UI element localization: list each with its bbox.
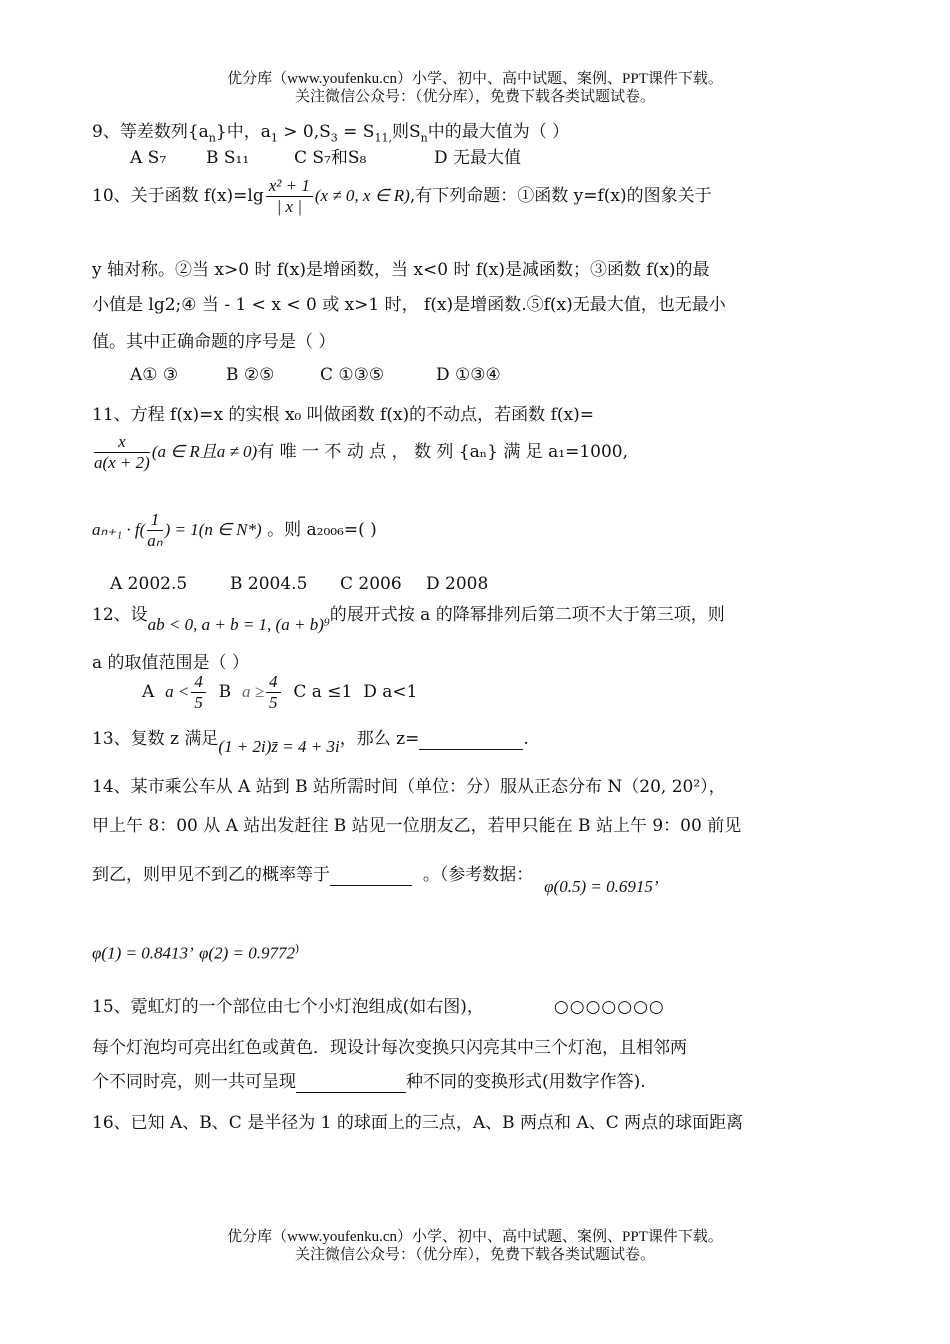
bulb-row: ○○○○○○○ [553,997,665,1017]
q9-option-b: B S₁₁ [206,148,250,168]
question-10-line-4: 值。其中正确命题的序号是（ ） [92,332,336,352]
q11-option-b: B 2004.5 [230,574,308,594]
q10-option-a: A① ③ [130,365,179,385]
q12-option-b: B a ≥ $\frac{4}{5}$ [219,672,283,713]
header-line-1: 优分库（www.youfenku.cn）小学、初中、高中试题、案例、PPT课件下载。 [227,71,723,87]
question-16-line-1: 16、已知 A、B、C 是半径为 1 的球面上的三点，A、B 两点和 A、C 两点的球面距离 [92,1113,744,1133]
question-14-line-3: 到乙，则甲见不到乙的概率等于 。（参考数据： φ(0.5) = 0.6915’ [92,865,659,896]
question-12-line-2: a 的取值范围是（ ） [92,653,249,673]
footer-line-2: 关注微信公众号：（优分库），免费下载各类试题试卷。 [294,1247,655,1263]
question-11-options [110,574,488,594]
q12-option-a: A a < $\frac{4}{5}$ [142,672,208,713]
question-15-line-2: 每个灯泡均可亮出红色或黄色．现设计每次变换只闪亮其中三个灯泡，且相邻两 [92,1038,687,1058]
q11-option-d: D 2008 [426,574,489,594]
q10-fraction: $\frac{\text{x² + 1}}{| x |}$ [266,176,313,217]
q9-option-a: A S₇ [130,148,167,168]
q13-answer-blank [419,729,523,750]
question-14-line-2: 甲上午 8：00 从 A 站出发赶往 B 站见一位朋友乙，若甲只能在 B 站上午 9：00 前见 [92,816,742,836]
page-footer [0,1228,950,1264]
question-13: 13、复数 z 满足(1 + 2i)z̄ = 4 + 3i，那么 z= . [92,729,529,756]
page-header [0,70,950,106]
q14-answer-blank [330,865,412,886]
question-10-line-3: 小值是 lg2;④ 当 - 1 < x < 0 或 x>1 时， f(x)是增函数.⑤f(x)无最大值，也无最小 [92,295,726,315]
header-line-2: 关注微信公众号：（优分库），免费下载各类试题试卷。 [294,89,655,105]
question-10-line-1: 10、关于函数 f(x)=lg $\frac{\text{x² + 1}}{| x |}$ (x ≠ 0, x ∈ R),有下列命题：①函数 y=f(x)的图象关于 [92,176,712,216]
question-11-line-1: 11、方程 f(x)=x 的实根 x₀ 叫做函数 f(x)的不动点，若函数 f(x)= [92,405,594,425]
question-10-options [130,365,501,385]
question-9: 9、等差数列$\{a_n\}$中，$a_1 > 0,S_3 = S_{11,}$则$S_n$中的最大值为（ ） [92,122,570,145]
question-9-options [130,143,521,168]
question-11-line-2: $\frac{x}{a(x + 2)}$ (a ∈ R且a ≠ 0)有 唯 一 不 动 点 ， 数 列 {aₙ} 满 足 a₁=1000, [94,432,629,472]
q10-option-c: C ①③⑤ [320,365,385,385]
question-12-options [142,672,417,713]
question-10-line-2: y 轴对称。②当 x>0 时 f(x)是增函数，当 x<0 时 f(x)是减函数；③函数 f(x)的最 [92,260,710,280]
footer-line-1: 优分库（www.youfenku.cn）小学、初中、高中试题、案例、PPT课件下载。 [227,1229,723,1245]
q9-option-c: C S₇和S₈ [294,148,367,168]
question-15-line-3: 个不同时亮，则一共可呈现 种不同的变换形式(用数字作答). [92,1072,646,1092]
question-11-line-3: aₙ₊₁ · f( $\frac{1}{\text{aₙ}}$ ) = 1(n ∈ N*) 。则 a₂₀₀₆=( ) [92,510,377,550]
question-15-line-1: 15、霓虹灯的一个部位由七个小灯泡组成(如右图)， ○○○○○○○ [92,997,665,1017]
question-12-line-1: 12、设ab < 0, a + b = 1, (a + b)⁹的展开式按 a 的降幂排列后第二项不大于第三项，则 [92,605,725,634]
question-14-line-4: φ(1) = 0.8413’ φ(2) = 0.9772) [92,942,300,963]
q11-option-c: C 2006 [340,574,402,594]
q9-option-d: D 无最大值 [434,148,522,168]
q11-recurrence-fraction: $\frac{1}{\text{aₙ}}$ [147,510,163,550]
q12-option-c: C a ≤1 [293,682,353,702]
q11-fraction: $\frac{x}{a(x + 2)}$ [94,432,150,472]
q11-option-a: A 2002.5 [110,574,188,594]
q15-answer-blank [296,1072,406,1093]
q10-option-d: D ①③④ [436,365,501,385]
q10-option-b: B ②⑤ [226,365,275,385]
q12-option-d: D a<1 [363,682,418,702]
question-14-line-1: 14、某市乘公车从 A 站到 B 站所需时间（单位：分）服从正态分布 N（20, 20²）， [92,777,726,797]
